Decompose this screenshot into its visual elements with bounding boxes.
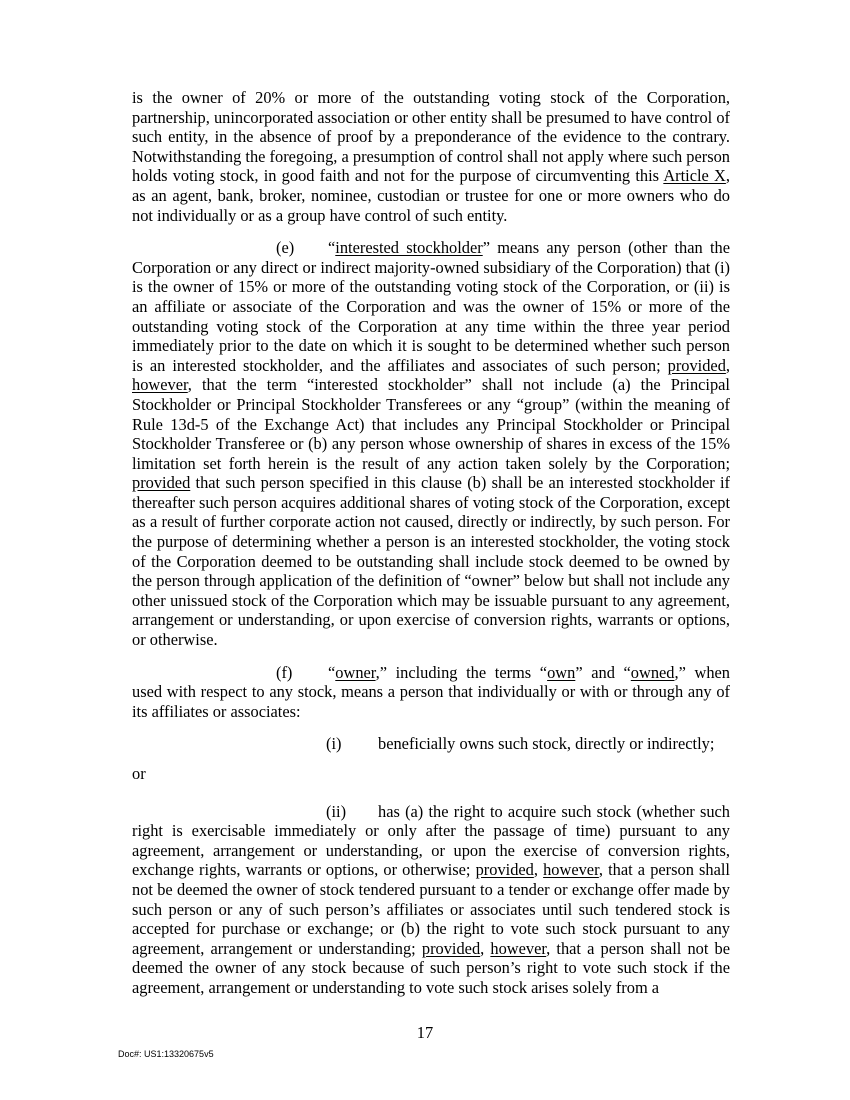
text-run: , as an agent, bank, broker, nominee, custodian or trustee for one or more owners who do not individually or as a group have control of such entity. (132, 166, 730, 225)
clause-label: (i) (326, 734, 342, 754)
proviso-term: however (543, 860, 599, 880)
paragraph-interested-stockholder (132, 238, 730, 649)
proviso-term: however (490, 938, 547, 958)
paragraph-control-presumption (132, 88, 730, 225)
text-run: , (480, 938, 491, 958)
conjunction-or: or (132, 764, 146, 783)
paragraph-subclause-ii (132, 802, 730, 998)
proviso-term: provided (132, 473, 191, 493)
text-run: ,” when used with respect to any stock, means a person that individually or with or through any of its affiliates or associates: (132, 662, 730, 721)
text-run: is the owner of 20% or more of the outstanding voting stock of the Corporation, partnership, unincorporated association or other entity shall be presumed to have control of such entity, in the absence of proof by a preponderance of the evidence to the contrary. Notwithstanding the foregoing, a presumption of control shall not apply where such person holds voting stock, in good faith and not for the purpose of circumventing this (132, 88, 730, 186)
document-page (132, 88, 730, 1011)
proviso-term: however (132, 375, 188, 395)
text-run: has (a) the right to acquire such stock (whether such right is exercisable immediately or only after the passage of time) pursuant to any agreement, arrangement or understanding, or upon the exercise of conversion rights, exchange rights, warrants or options, or otherwise; (132, 801, 730, 880)
text-run: , (725, 355, 730, 375)
text-run: , that the term “interested stockholder” shall not include (a) the Principal Stockholder or Principal Stockholder Transferees or any “group” (within the meaning of Rule 13d-5 of the Exchange Act) that includes any Principal Stockholder or Principal Stockholder Transferee or (b) any person whose ownership of shares in excess of the 15% limitation set forth herein is the result of any action taken solely by the Corporation; (132, 375, 730, 473)
defined-term: owned (630, 662, 675, 682)
text-run: that such person specified in this clause (b) shall be an interested stockholder if thereafter such person acquires additional shares of voting stock of the Corporation, except as a result of further corporate action not caused, directly or indirectly, by such person. For the purpose of determining whether a person is an interested stockholder, the voting stock of the Corporation deemed to be outstanding shall include stock deemed to be owned by the person through application of the definition of “owner” below but shall not include any other unissued stock of the Corporation which may be issuable pursuant to any agreement, arrangement or understanding, or upon exercise of conversion rights, warrants or options, or otherwise. (132, 473, 730, 650)
defined-term: own (547, 662, 576, 682)
document-id: Doc#: US1:13320675v5 (118, 1049, 214, 1059)
article-reference: Article X (663, 166, 726, 186)
defined-term: owner (335, 662, 376, 682)
text-run: “ (328, 238, 336, 258)
paragraph-owner (132, 663, 730, 722)
text-run: ” means any person (other than the Corporation or any direct or indirect majority-owned subsidiary of the Corporation) that (i) is the owner of 15% or more of the outstanding voting stock of the Corporation, or (ii) is an affiliate or associate of the Corporation and was the owner of 15% or more of the outstanding voting stock of the Corporation at any time within the three year period immediately prior to the date on which it is sought to be determined whether such person is an interested stockholder, and the affiliates and associates of such person; (132, 238, 730, 375)
proviso-term: provided (667, 355, 726, 375)
clause-label: (e) (276, 238, 295, 258)
text-run: beneficially owns such stock, directly or indirectly; (378, 734, 715, 754)
text-run: , that a person shall not be deemed the owner of any stock because of such person’s right to vote such stock if the agreement, arrangement or understanding to vote such stock arises solely from a (132, 938, 730, 997)
text-run: ,” including the terms “ (375, 662, 548, 682)
proviso-term: provided (421, 938, 481, 958)
text-run: ” and “ (575, 662, 631, 682)
clause-label: (f) (276, 662, 293, 682)
page-number: 17 (416, 1023, 434, 1042)
text-run: , (533, 860, 544, 880)
paragraph-subclause-i (132, 734, 730, 754)
text-run: , that a person shall not be deemed the owner of stock tendered pursuant to a tender or exchange offer made by such person or any of such person’s affiliates or associates until such tendered stock is accepted for purchase or exchange; or (b) the right to vote such stock pursuant to any agreement, arrangement or understanding; (132, 860, 730, 958)
clause-label: (ii) (326, 801, 347, 821)
text-run: “ (328, 662, 336, 682)
defined-term: interested stockholder (335, 238, 483, 258)
proviso-term: provided (475, 860, 534, 880)
